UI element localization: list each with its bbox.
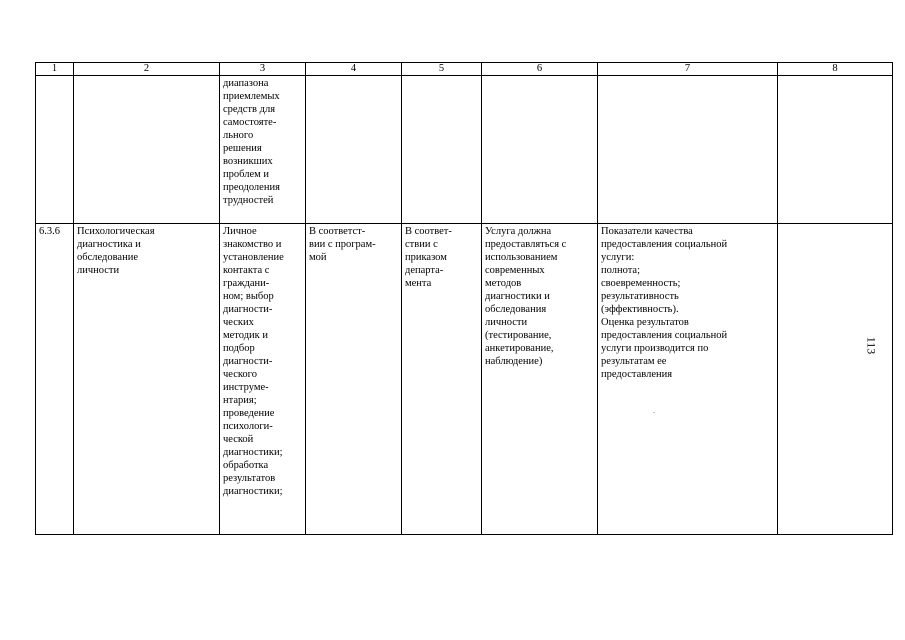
cont-cell-3 [220,76,306,224]
cell-line: анкетирование, [485,343,554,354]
cell-line: (эффективность). [601,304,679,315]
cell-line: Оценка результатов [601,317,689,328]
cell-line: диагностики; [223,447,283,458]
cell-line: граждани- [223,278,270,289]
cell-line: предоставления социальной [601,330,728,341]
cell-line: обработка [223,460,269,471]
cell-line: средств для [223,104,276,115]
cell-line: своевременность; [601,278,681,289]
cell-line: департа- [405,265,444,276]
cell-line: вии с програм- [309,239,376,250]
cell-line: Личное [223,226,257,237]
cell-line: В соответ- [405,226,452,237]
service-conditions [482,224,598,535]
service-volume [306,224,402,535]
cell-line: ческого [223,369,257,380]
continuation-row [36,76,893,224]
cont-cell-5 [402,76,482,224]
cell-line: психологи- [223,421,273,432]
col-header-5: 5 [402,63,482,76]
cell-line: нтария; [223,395,257,406]
cell-line: приказом [405,252,447,263]
cell-line: диагности- [223,304,273,315]
cell-line: методик и [223,330,269,341]
cell-line: Услуга должна [485,226,552,237]
service-content [220,224,306,535]
cell-line: установление [223,252,284,263]
cell-line: ном; выбор [223,291,274,302]
cell-line: В соответст- [309,226,366,237]
cont-cell-2 [74,76,220,224]
cell-line: Психологическая [77,226,155,237]
cell-line: результатов [223,473,276,484]
cell-line: предоставления социальной [601,239,728,250]
cell-line: предоставления [601,369,673,380]
stray-mark: . [653,406,655,415]
cell-line: услуги производится по [601,343,709,354]
cell-line: инструме- [223,382,269,393]
page-number: 113 [864,336,879,355]
cell-line: трудностей [223,195,274,206]
cell-line: ческой [223,434,254,445]
col-header-4: 4 [306,63,402,76]
cell-line: наблюдение) [485,356,543,367]
cell-line: мента [405,278,432,289]
col-header-6: 6 [482,63,598,76]
service-notes [778,224,893,535]
cell-line: приемлемых [223,91,280,102]
col-header-2: 2 [74,63,220,76]
cont-cell-8 [778,76,893,224]
cell-line: Показатели качества [601,226,693,237]
cell-line: льного [223,130,254,141]
cell-line: возникших [223,156,273,167]
cell-line: личности [77,265,120,276]
cell-line: результатам ее [601,356,667,367]
cell-line: решения [223,143,262,154]
cell-line: (тестирование, [485,330,552,341]
cell-line: обследования [485,304,547,315]
cell-line: полнота; [601,265,640,276]
service-period [402,224,482,535]
cell-line: знакомство и [223,239,282,250]
cell-line: диагности- [223,356,273,367]
cell-line: диапазона [223,78,269,89]
cont-cell-6 [482,76,598,224]
cell-line: диагностики; [223,486,283,497]
cell-line: ствии с [405,239,438,250]
col-header-8: 8 [778,63,893,76]
cell-line: использованием [485,252,558,263]
cell-line: контакта с [223,265,270,276]
services-table [35,62,893,535]
cont-cell-7 [598,76,778,224]
cell-line: самостояте- [223,117,277,128]
col-header-7: 7 [598,63,778,76]
cell-line: диагностика и [77,239,141,250]
cell-line: проблем и [223,169,269,180]
cell-line: результативность [601,291,679,302]
cell-line: современных [485,265,545,276]
cell-line: услуги: [601,252,635,263]
col-header-1: 1 [36,63,74,76]
cell-line: предоставляться с [485,239,567,250]
cell-line: личности [485,317,528,328]
cell-line: подбор [223,343,255,354]
cell-line: проведение [223,408,275,419]
header-row [36,63,893,76]
cell-line: ческих [223,317,254,328]
cell-line: методов [485,278,522,289]
service-name [74,224,220,535]
cell-line: обследование [77,252,138,263]
service-row [36,224,893,535]
service-number: 6.3.6 [36,224,74,535]
cont-cell-4 [306,76,402,224]
cont-cell-1 [36,76,74,224]
col-header-3: 3 [220,63,306,76]
service-quality [598,224,778,535]
cell-line: мой [309,252,327,263]
cell-line: преодоления [223,182,280,193]
cell-line: диагностики и [485,291,550,302]
